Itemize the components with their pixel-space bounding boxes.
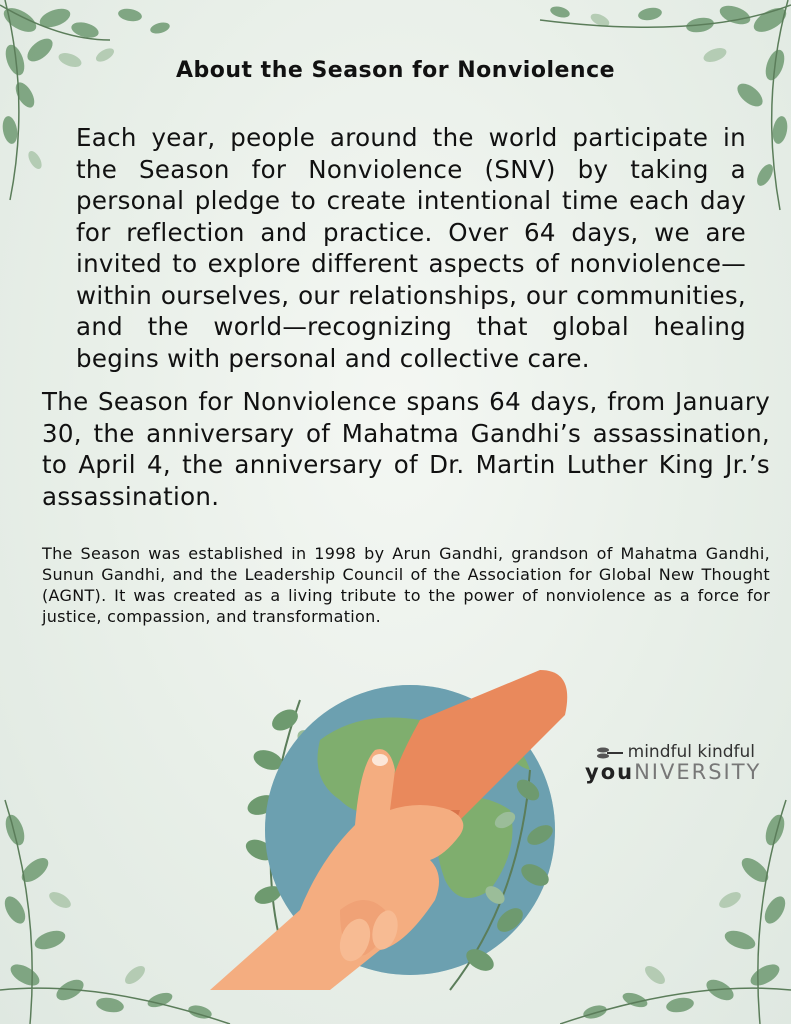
globe-hands-illustration [190, 660, 620, 1000]
brand-niversity: NIVERSITY [634, 760, 762, 784]
brand-you: you [585, 760, 635, 784]
brand-line-1: mindful kindful [627, 742, 755, 762]
brand-logo [585, 742, 762, 784]
brand-line-2 [585, 760, 762, 784]
dates-paragraph: The Season for Nonviolence spans 64 days, from January 30, the anniversary of Mahatma Gandhi’s assassination, to April 4, the anniversary of Dr. Martin Luther King Jr.’s assassination. [42, 387, 770, 511]
intro-paragraph: Each year, people around the world participate in the Season for Nonviolence (SNV) by taking a personal pledge to create intentional time each day for reflection and practice. Over 64 days, we are invited to explore different aspects of nonviolence—within ourselves, our relationships, our communities, and the world—recognizing that global healing begins with personal and collective care. [76, 123, 746, 373]
history-paragraph: The Season was established in 1998 by Arun Gandhi, grandson of Mahatma Gandhi, Sunun Gandhi, and the Leadership Council of the Association for Global New Thought (AGNT). It was created as a living tribute to the power of nonviolence as a force for justice, compassion, and transformation. [42, 544, 770, 626]
page-title: About the Season for Nonviolence [175, 58, 616, 83]
